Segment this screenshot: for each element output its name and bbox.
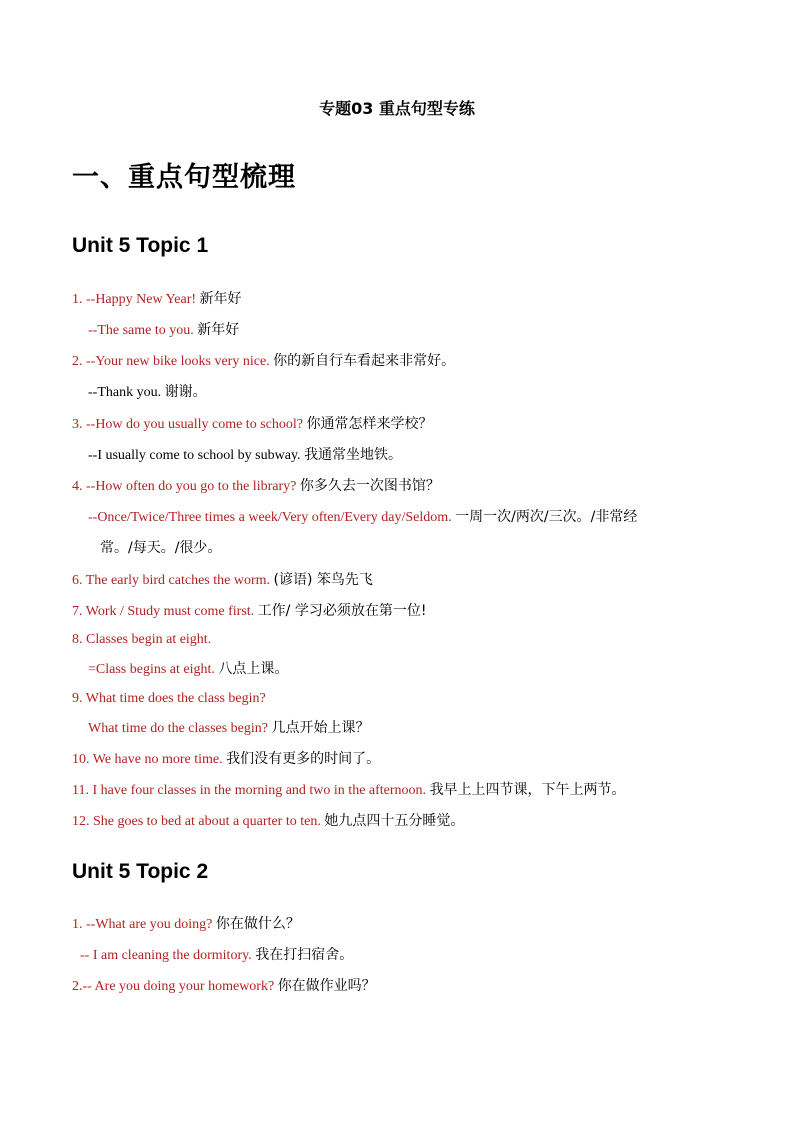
document-title: 专题03 重点句型专练: [319, 99, 475, 118]
sentence-line: --Once/Twice/Three times a week/Very often/Every day/Seldom. 一周一次/两次/三次。/非常经: [88, 509, 638, 525]
sentence-line: =Class begins at eight. 八点上课。: [88, 661, 289, 677]
sentence-line: 2.-- Are you doing your homework? 你在做作业吗？: [72, 978, 376, 994]
sentence-line: 11. I have four classes in the morning and two in the afternoon. 我早上上四节课，下午上两节。: [72, 782, 626, 798]
sentence-line: 1. --What are you doing? 你在做什么？: [72, 916, 300, 932]
sentence-line: 2. --Your new bike looks very nice. 你的新自行车看起来非常好。: [72, 353, 456, 369]
section-heading: 一、重点句型梳理: [72, 162, 296, 193]
unit-heading-topic2: Unit 5 Topic 2: [72, 860, 209, 883]
sentence-line: 9. What time does the class begin?: [72, 691, 266, 706]
sentence-line: What time do the classes begin? 几点开始上课？: [88, 720, 370, 736]
sentence-line: 7. Work / Study must come first. 工作/ 学习必须放在第一位!: [72, 603, 427, 619]
sentence-line: --I usually come to school by subway. 我通常坐地铁。: [88, 447, 403, 463]
sentence-line: -- I am cleaning the dormitory. 我在打扫宿舍。: [80, 947, 354, 963]
sentence-line: --Thank you. 谢谢。: [88, 384, 207, 400]
sentence-line: 常。/每天。/很少。: [100, 540, 222, 556]
sentence-line: 3. --How do you usually come to school? 你通常怎样来学校？: [72, 416, 433, 432]
sentence-line: 8. Classes begin at eight.: [72, 632, 212, 647]
sentence-line: 10. We have no more time. 我们没有更多的时间了。: [72, 751, 381, 767]
sentence-line: 4. --How often do you go to the library? 你多久去一次图书馆？: [72, 478, 440, 494]
sentence-line: --The same to you. 新年好: [88, 322, 240, 338]
sentence-line: 12. She goes to bed at about a quarter to ten. 她九点四十五分睡觉。: [72, 813, 465, 829]
sentence-line: 6. The early bird catches the worm. (谚语) 笨鸟先飞: [72, 572, 373, 588]
sentence-line: 1. --Happy New Year! 新年好: [72, 291, 242, 307]
unit-heading-topic1: Unit 5 Topic 1: [72, 234, 209, 257]
